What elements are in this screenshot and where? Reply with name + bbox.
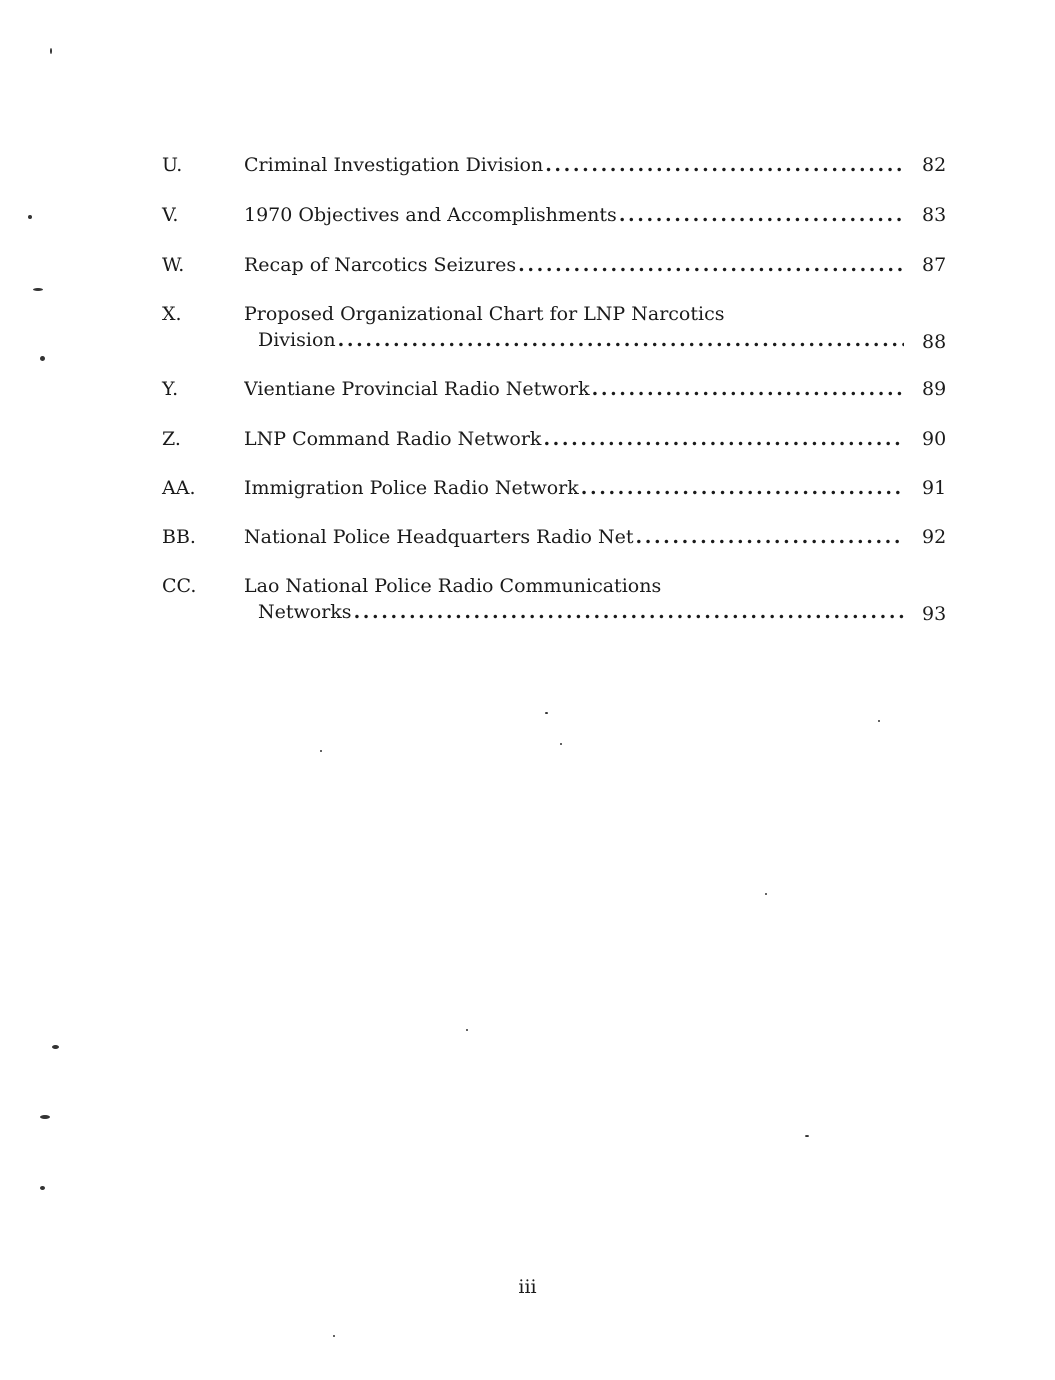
entry-row xyxy=(244,153,904,178)
dot-leader xyxy=(354,600,904,625)
entry-page: 82 xyxy=(922,154,947,176)
entry-page: 83 xyxy=(922,204,947,226)
entry-title: Recap of Narcotics Seizures xyxy=(244,254,517,276)
entry-row xyxy=(244,377,904,402)
entry-page: 91 xyxy=(922,477,947,499)
speck xyxy=(52,1045,59,1049)
entry-letter: Z. xyxy=(162,428,181,450)
entry-title: LNP Command Radio Network xyxy=(244,428,542,450)
dot-leader xyxy=(581,476,904,501)
entry-letter: Y. xyxy=(162,378,179,400)
entry-title: 1970 Objectives and Accomplishments xyxy=(244,204,617,226)
dot-leader xyxy=(592,377,904,402)
speck xyxy=(320,750,322,752)
speck xyxy=(28,215,32,219)
speck xyxy=(40,1186,45,1190)
entry-title: Immigration Police Radio Network xyxy=(244,477,579,499)
entry-page: 89 xyxy=(922,378,947,400)
entry-row xyxy=(258,328,904,353)
entry-letter: CC. xyxy=(162,575,197,597)
entry-page: 93 xyxy=(922,603,947,625)
entry-letter: BB. xyxy=(162,526,196,548)
entry-row xyxy=(244,203,904,228)
entry-row xyxy=(258,600,904,625)
entry-letter: AA. xyxy=(162,477,196,499)
entry-title: National Police Headquarters Radio Net xyxy=(244,526,634,548)
entry-row xyxy=(244,525,904,550)
speck xyxy=(33,288,43,291)
entry-title-continued: Networks xyxy=(258,601,352,623)
speck xyxy=(560,743,562,745)
page-number: iii xyxy=(518,1276,537,1298)
entry-page: 90 xyxy=(922,428,947,450)
entry-row xyxy=(244,253,904,278)
entry-title: Proposed Organizational Chart for LNP Narcotics xyxy=(244,303,725,325)
entry-title: Lao National Police Radio Communications xyxy=(244,575,662,597)
entry-letter: W. xyxy=(162,254,185,276)
entry-letter: U. xyxy=(162,154,183,176)
dot-leader xyxy=(543,427,904,452)
entry-title: Vientiane Provincial Radio Network xyxy=(244,378,590,400)
dot-leader xyxy=(545,153,904,178)
entry-row xyxy=(244,476,904,501)
dot-leader xyxy=(619,203,904,228)
speck xyxy=(466,1029,468,1031)
speck xyxy=(40,1115,50,1119)
entry-page: 92 xyxy=(922,526,947,548)
speck xyxy=(805,1135,809,1137)
dot-leader xyxy=(635,525,904,550)
speck xyxy=(40,356,45,361)
speck xyxy=(878,720,880,722)
speck xyxy=(50,48,52,54)
speck xyxy=(333,1335,335,1337)
dot-leader xyxy=(338,328,904,353)
entry-row xyxy=(244,427,904,452)
entry-letter: X. xyxy=(162,303,182,325)
dot-leader xyxy=(518,253,904,278)
entry-page: 87 xyxy=(922,254,947,276)
entry-letter: V. xyxy=(162,204,179,226)
entry-title-continued: Division xyxy=(258,329,336,351)
entry-title: Criminal Investigation Division xyxy=(244,154,544,176)
entry-page: 88 xyxy=(922,331,947,353)
speck xyxy=(765,893,767,895)
speck xyxy=(545,712,548,714)
